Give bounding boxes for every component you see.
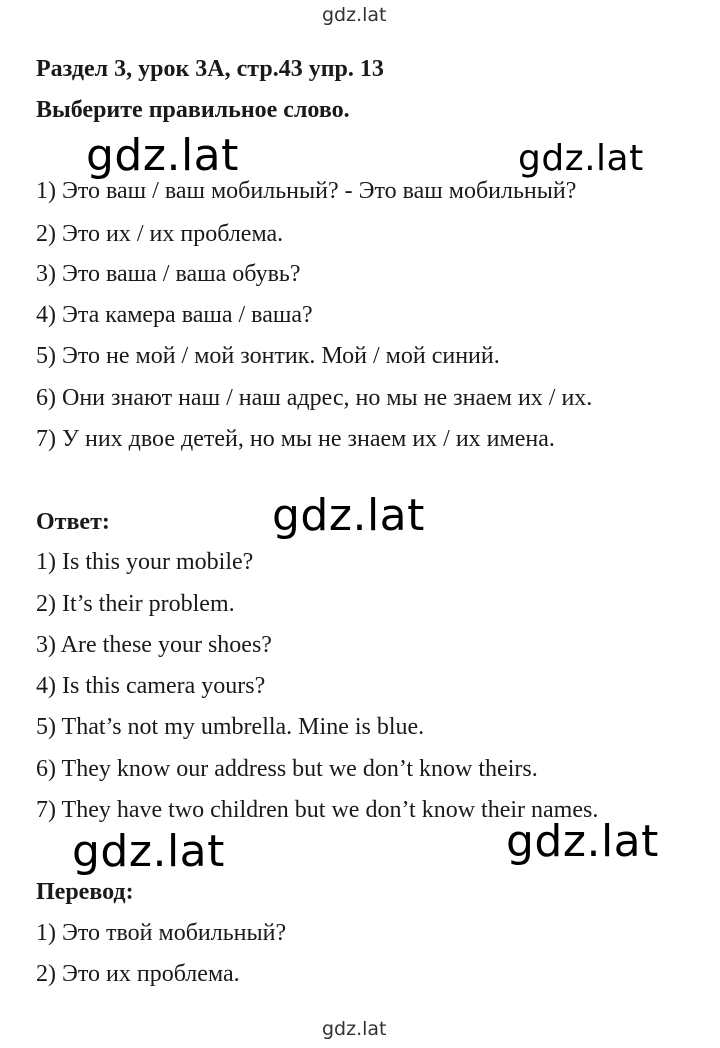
answer-line-6: 6) They know our address but we don’t know theirs. <box>36 756 538 782</box>
watermark-large-2: gdz.lat <box>518 138 644 179</box>
task-line-3: 3) Это ваша / ваша обувь? <box>36 261 301 287</box>
answer-line-1: 1) Is this your mobile? <box>36 549 254 575</box>
instruction: Выберите правильное слово. <box>36 97 350 123</box>
translation-line-2: 2) Это их проблема. <box>36 961 240 987</box>
task-line-7: 7) У них двое детей, но мы не знаем их / их имена. <box>36 426 555 452</box>
answer-line-4: 4) Is this camera yours? <box>36 673 266 699</box>
watermark-large-3: gdz.lat <box>272 490 425 541</box>
answer-heading: Ответ: <box>36 509 110 535</box>
watermark-large-1: gdz.lat <box>86 130 239 181</box>
answer-line-5: 5) That’s not my umbrella. Mine is blue. <box>36 714 425 740</box>
translation-heading: Перевод: <box>36 879 134 905</box>
watermark-large-5: gdz.lat <box>506 816 659 867</box>
answer-line-2: 2) It’s their problem. <box>36 591 235 617</box>
watermark-large-4: gdz.lat <box>72 826 225 877</box>
answer-line-7: 7) They have two children but we don’t know their names. <box>36 797 599 823</box>
translation-line-1: 1) Это твой мобильный? <box>36 920 287 946</box>
task-line-1: 1) Это ваш / ваш мобильный? - Это ваш мобильный? <box>36 178 577 204</box>
task-line-5: 5) Это не мой / мой зонтик. Мой / мой синий. <box>36 343 500 369</box>
page-title: Раздел 3, урок 3А, стр.43 упр. 13 <box>36 56 384 82</box>
task-line-6: 6) Они знают наш / наш адрес, но мы не знаем их / их. <box>36 385 593 411</box>
watermark-bottom: gdz.lat <box>322 1018 387 1040</box>
task-line-2: 2) Это их / их проблема. <box>36 221 284 247</box>
answer-line-3: 3) Are these your shoes? <box>36 632 272 658</box>
watermark-top: gdz.lat <box>322 4 387 26</box>
task-line-4: 4) Эта камера ваша / ваша? <box>36 302 313 328</box>
